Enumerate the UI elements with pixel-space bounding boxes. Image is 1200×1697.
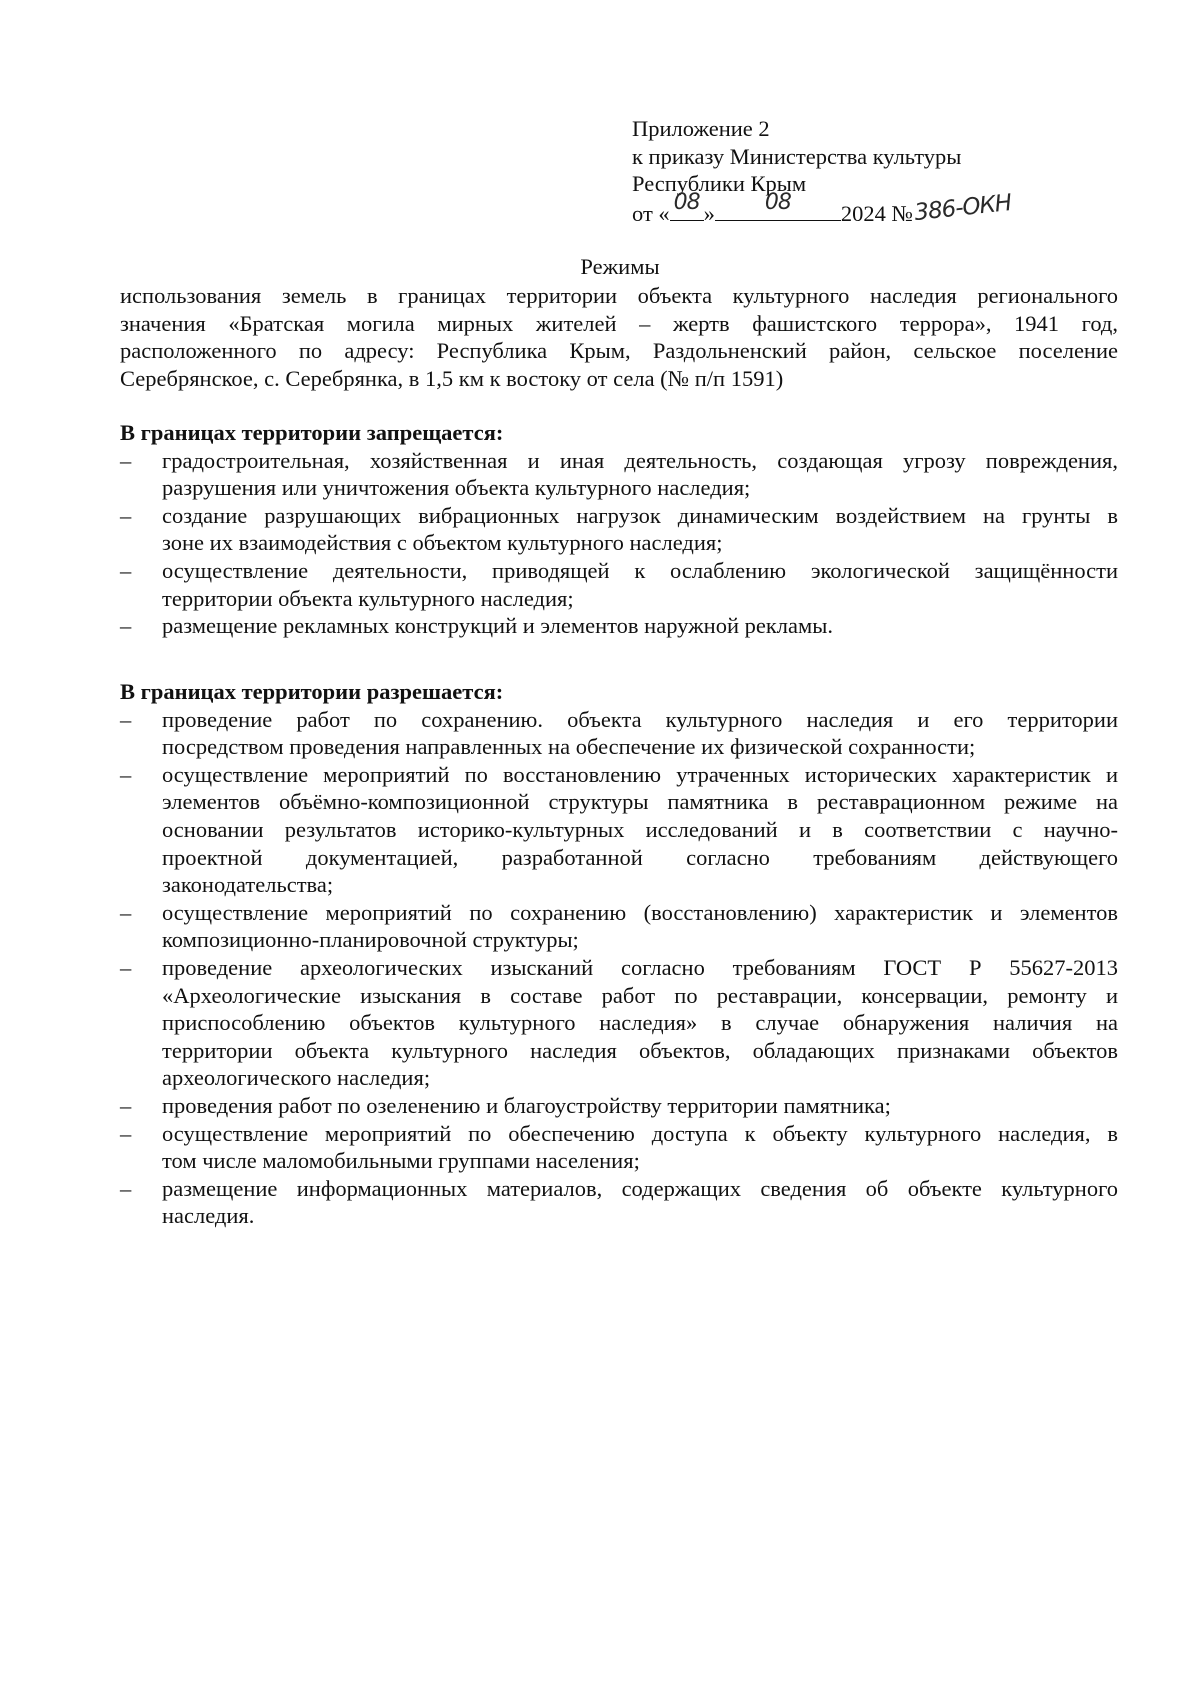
list-item <box>120 502 1118 557</box>
item-line: градостроительная, хозяйственная и иная деятельность, создающая угрозу повреждения, <box>162 447 1118 473</box>
dash-bullet: – <box>120 761 132 787</box>
list-item <box>120 954 1118 1092</box>
item-line: размещение информационных материалов, содержащих сведения об объекте культурного <box>162 1175 1118 1201</box>
allowed-section <box>120 678 1120 1230</box>
item-line: зоне их взаимодействия с объектом культурного наследия; <box>162 530 723 556</box>
dash-bullet: – <box>120 706 132 732</box>
subject-line: Серебрянское, с. Серебрянка, в 1,5 км к востоку от села (№ п/п 1591) <box>120 365 784 391</box>
item-line: том числе маломобильными группами населения; <box>162 1148 640 1174</box>
allowed-heading: В границах территории разрешается: <box>120 679 504 704</box>
handwritten-month: 08 <box>764 189 791 215</box>
appendix-label: Приложение 2 <box>632 116 770 141</box>
item-line: проведения работ по озеленению и благоустройству территории памятника; <box>162 1092 891 1118</box>
subject-line: расположенного по адресу: Республика Крым, Раздольненский район, сельское поселение <box>120 338 1118 364</box>
dash-bullet: – <box>120 557 132 583</box>
document-subject <box>120 282 1118 392</box>
item-line: осуществление мероприятий по обеспечению доступа к объекту культурного наследия, в <box>162 1120 1118 1146</box>
list-item <box>120 761 1118 899</box>
order-reference: к приказу Министерства культуры <box>632 143 962 169</box>
item-line: археологического наследия; <box>162 1065 431 1091</box>
handwritten-day: 08 <box>673 189 700 215</box>
approval-block <box>632 115 1092 228</box>
item-line: композиционно-планировочной структуры; <box>162 927 579 953</box>
order-date-line <box>632 189 1092 229</box>
dash-bullet: – <box>120 1120 132 1146</box>
month-field <box>715 189 841 221</box>
item-line: элементов объёмно-композиционной структуры памятника в реставрационном режиме на <box>162 789 1118 815</box>
item-line: территории объекта культурного наследия; <box>162 585 574 611</box>
item-line: территории объекта культурного наследия объектов, обладающих признаками объектов <box>162 1037 1118 1063</box>
item-line: основании результатов историко-культурных исследований и в соответствии с научно- <box>162 816 1118 842</box>
item-line: проведение археологических изысканий согласно требованиям ГОСТ Р 55627-2013 <box>162 954 1118 980</box>
year-number: 2024 № <box>840 200 914 226</box>
item-line: законодательства; <box>162 872 334 898</box>
handwritten-order-number: 386-ОКН <box>913 189 1013 226</box>
item-line: посредством проведения направленных на обеспечение их физической сохранности; <box>162 734 976 760</box>
item-line: наследия. <box>162 1203 255 1229</box>
list-item <box>120 706 1118 761</box>
list-item <box>120 1092 1118 1120</box>
prohibited-list <box>120 447 1120 640</box>
dash-bullet: – <box>120 447 132 473</box>
dash-bullet: – <box>120 1092 132 1118</box>
subject-line: значения «Братская могила мирных жителей – жертв фашистского террора», 1941 год, <box>120 310 1118 336</box>
item-line: проектной документацией, разработанной согласно требованиям действующего <box>162 844 1118 870</box>
dash-bullet: – <box>120 502 132 528</box>
item-line: создание разрушающих вибрационных нагрузок динамическим воздействием на грунты в <box>162 502 1118 528</box>
item-line: разрушения или уничтожения объекта культурного наследия; <box>162 475 751 501</box>
item-line: проведение работ по сохранению. объекта культурного наследия и его территории <box>162 706 1118 732</box>
list-item <box>120 1120 1118 1175</box>
dash-bullet: – <box>120 1175 132 1201</box>
item-line: осуществление мероприятий по сохранению (восстановлению) характеристик и элементов <box>162 899 1118 925</box>
list-item <box>120 557 1118 612</box>
date-prefix: от « <box>632 200 670 226</box>
list-item <box>120 447 1118 502</box>
dash-bullet: – <box>120 613 132 639</box>
document-title: Режимы <box>580 254 660 279</box>
date-mid: » <box>703 200 715 226</box>
subject-line: использования земель в границах территории объекта культурного наследия регионального <box>120 283 1118 308</box>
list-item <box>120 899 1118 954</box>
day-field <box>670 189 704 221</box>
prohibited-section <box>120 419 1120 640</box>
item-line: «Археологические изыскания в составе работ по реставрации, консервации, ремонту и <box>162 982 1118 1008</box>
item-line: осуществление деятельности, приводящей к ослаблению экологической защищённости <box>162 557 1118 583</box>
item-line: приспособлению объектов культурного наследия» в случае обнаружения наличия на <box>162 1010 1118 1036</box>
prohibited-heading: В границах территории запрещается: <box>120 420 504 445</box>
dash-bullet: – <box>120 954 132 980</box>
list-item <box>120 1175 1118 1230</box>
republic-line: Республики Крым <box>632 171 807 197</box>
allowed-list <box>120 706 1120 1230</box>
dash-bullet: – <box>120 899 132 925</box>
list-item <box>120 612 1118 640</box>
item-line: осуществление мероприятий по восстановлению утраченных исторических характеристик и <box>162 761 1118 787</box>
item-line: размещение рекламных конструкций и элементов наружной рекламы. <box>162 613 833 639</box>
